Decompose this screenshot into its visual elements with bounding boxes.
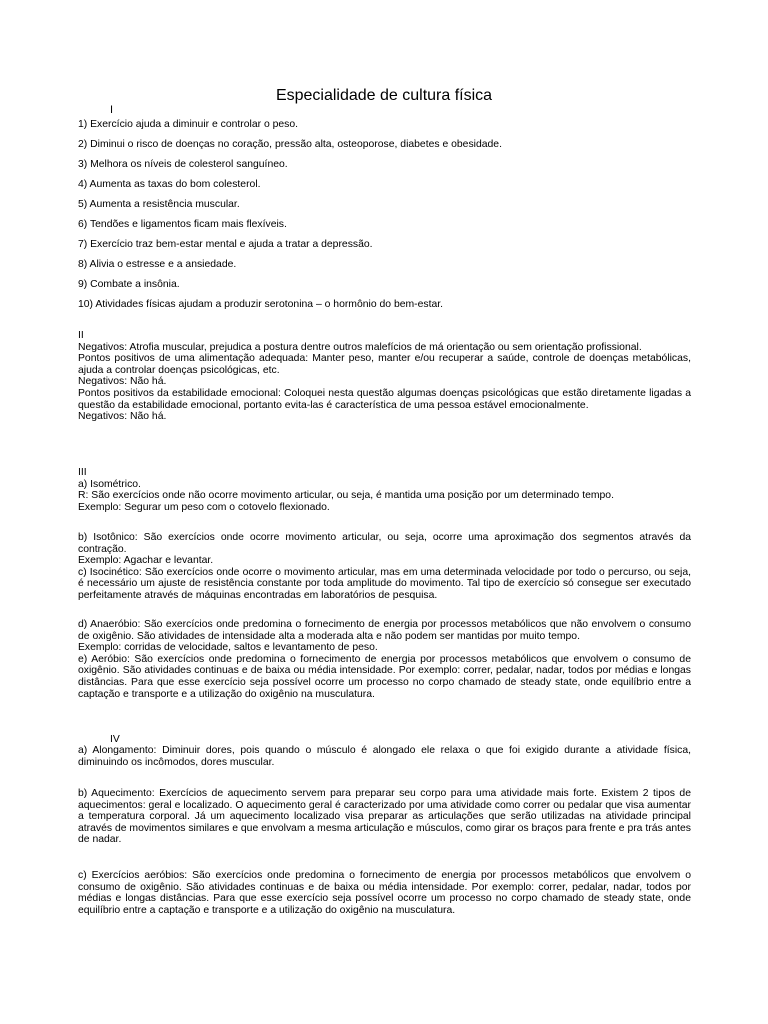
- paragraph: R: São exercícios onde não ocorre movimento articular, ou seja, é mantida uma posição por um determinado tempo.: [78, 490, 614, 502]
- section-iv-b: [78, 788, 691, 846]
- list-item: 5) Aumenta a resistência muscular.: [78, 199, 240, 210]
- list-item: 9) Combate a insônia.: [78, 279, 180, 290]
- section-i-list: [78, 118, 698, 318]
- list-item: 3) Melhora os níveis de colesterol sanguíneo.: [78, 159, 288, 170]
- section-ii: [78, 330, 691, 423]
- section-iii: [78, 467, 691, 513]
- paragraph: Negativos: Não há.: [78, 376, 167, 388]
- paragraph: b) Aquecimento: Exercícios de aquecimento servem para preparar seu corpo para uma atividade mais forte. Existem 2 tipos de aquecimentos: geral e localizado. O aquecimento geral é caracterizado por uma atividade como correr ou pedalar que visa aumentar a temperatura corporal. Já um aquecimento localizado visa preparar as articulações que serão utilizadas na atividade principal através de movimentos similares e que envolvam a mesma articulação e músculos, como girar os braços para frente e pra trás antes de nadar.: [78, 788, 691, 846]
- list-item: 8) Alivia o estresse e a ansiedade.: [78, 259, 237, 270]
- list-item: 4) Aumenta as taxas do bom colesterol.: [78, 179, 261, 190]
- list-item: 10) Atividades físicas ajudam a produzir serotonina – o hormônio do bem-estar.: [78, 299, 444, 310]
- paragraph: Pontos positivos de uma alimentação adequada: Manter peso, manter e/ou recuperar a saúde, controle de doenças metabólicas, ajuda a controlar doenças psicológicas, etc.: [78, 353, 691, 376]
- document-title: Especialidade de cultura física: [275, 87, 493, 104]
- paragraph: Exemplo: Agachar e levantar.: [78, 555, 214, 567]
- paragraph: a) Isométrico.: [78, 478, 141, 490]
- paragraph: Exemplo: Segurar um peso com o cotovelo flexionado.: [78, 501, 330, 513]
- section-iii-b: [78, 532, 691, 602]
- paragraph: Exemplo: corridas de velocidade, saltos e levantamento de peso.: [78, 642, 378, 654]
- section-i-heading: I: [110, 104, 114, 116]
- section-ii-heading: II: [78, 330, 84, 341]
- list-item: 1) Exercício ajuda a diminuir e controlar o peso.: [78, 119, 299, 130]
- paragraph: c) Isocinético: São exercícios onde ocorre o movimento articular, mas em uma determinada velocidade por todo o percurso, ou seja, é necessário um ajuste de resistência constante por toda amplitude do movimento. Tal tipo de exercício só consegue ser executado perfeitamente através de máquinas encontradas em laboratórios de pesquisa.: [78, 566, 691, 601]
- list-item: 6) Tendões e ligamentos ficam mais flexíveis.: [78, 219, 287, 230]
- section-iv-c: [78, 870, 691, 916]
- paragraph: Pontos positivos da estabilidade emocional: Coloquei nesta questão algumas doenças psicológicas que estão diretamente ligadas a questão da estabilidade emocional, portanto evita-las é característica de uma pessoa estável emocionalmente.: [78, 387, 691, 411]
- paragraph: Negativos: Atrofia muscular, prejudica a postura dentre outros malefícios de má orientação ou sem orientação profissional.: [78, 341, 642, 353]
- section-iv-a: [78, 745, 691, 768]
- list-item: 2) Diminui o risco de doenças no coração, pressão alta, osteoporose, diabetes e obesidade.: [78, 139, 502, 150]
- section-iii-heading: III: [78, 467, 87, 478]
- paragraph: d) Anaeróbio: São exercícios onde predomina o fornecimento de energia por processos metabólicos que não envolvem o consumo de oxigênio. São atividades de intensidade alta a moderada alta e não podem ser mantidas por muito tempo.: [78, 619, 691, 642]
- paragraph: e) Aeróbio: São exercícios onde predomina o fornecimento de energia por processos metabólicos que envolvem o consumo de oxigênio. São atividades continuas e de baixa ou média intensidade. Por exemplo: correr, pedalar, nadar, todos por médias e longas distâncias. Para que esse exercício seja possível ocorre um processo no corpo chamado de steady state, onde equilíbrio entre a captação e transporte e a utilização do oxigênio na musculatura.: [78, 653, 691, 700]
- section-iv-heading: IV: [110, 734, 120, 745]
- section-iii-d: [78, 619, 691, 700]
- paragraph: c) Exercícios aeróbios: São exercícios onde predomina o fornecimento de energia por processos metabólicos que envolvem o consumo de oxigênio. São atividades continuas e de baixa ou média intensidade. Por exemplo: correr, pedalar, nadar, todos por médias e longas distâncias. Para que esse exercício seja possível ocorre um processo no corpo chamado de steady state, onde equilíbrio entre a captação e transporte e a utilização do oxigênio na musculatura.: [78, 870, 691, 916]
- list-item: 7) Exercício traz bem-estar mental e ajuda a tratar a depressão.: [78, 239, 373, 250]
- paragraph: a) Alongamento: Diminuir dores, pois quando o músculo é alongado ele relaxa o que foi exigido durante a atividade física, diminuindo os incômodos, dores muscular.: [78, 745, 691, 768]
- paragraph: Negativos: Não há.: [78, 411, 167, 423]
- paragraph: b) Isotônico: São exercícios onde ocorre movimento articular, ou seja, ocorre uma aproximação dos segmentos através da contração.: [78, 532, 691, 555]
